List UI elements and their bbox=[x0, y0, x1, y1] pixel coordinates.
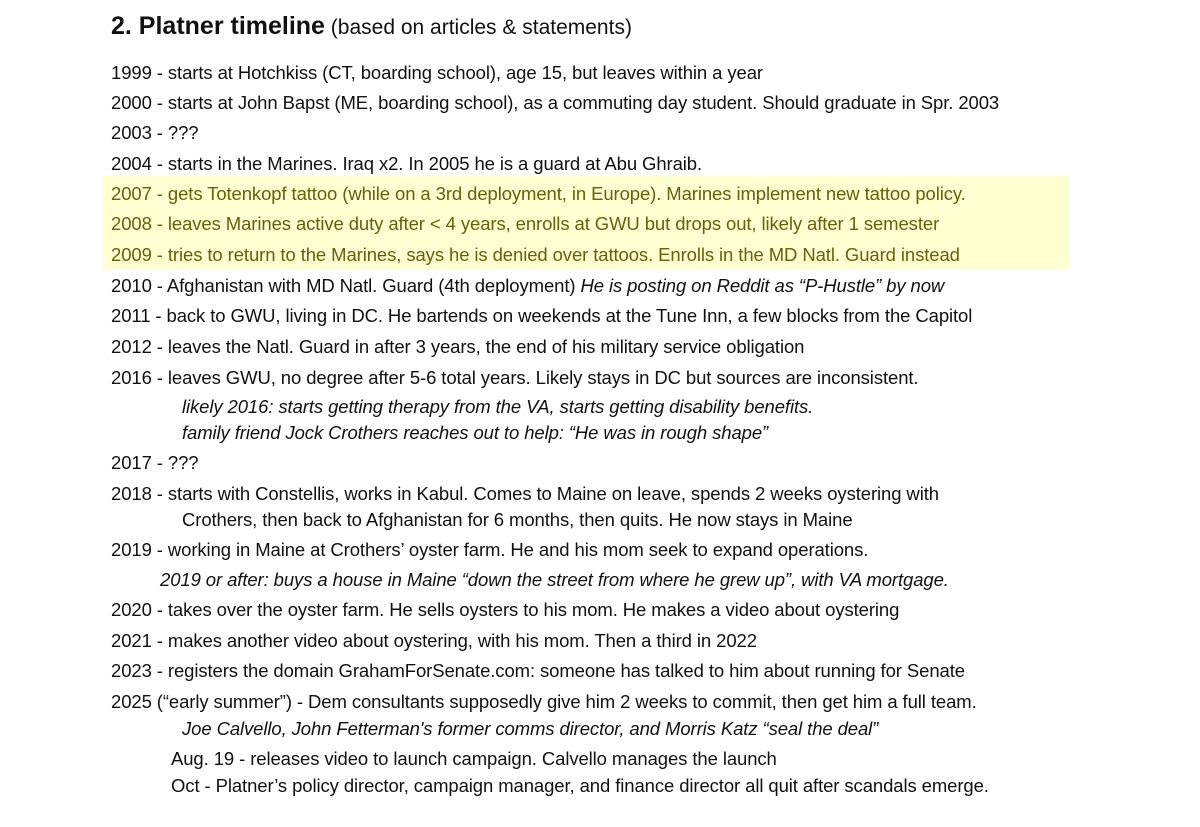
timeline-subentry-2025-oct: Oct - Platner’s policy director, campaign manager, and finance director all quit after scandals emerge. bbox=[171, 775, 989, 796]
timeline-entry-2016: 2016 - leaves GWU, no degree after 5-6 total years. Likely stays in DC but sources are inconsistent. bbox=[111, 367, 919, 388]
timeline-entry-2025: 2025 (“early summer”) - Dem consultants supposedly give him 2 weeks to commit, then get him a full team. bbox=[111, 691, 977, 712]
timeline-entry-2003: 2003 - ??? bbox=[111, 122, 199, 143]
timeline-entry-2018: 2018 - starts with Constellis, works in Kabul. Comes to Maine on leave, spends 2 weeks oystering with bbox=[111, 483, 939, 504]
timeline-entry-2010 bbox=[111, 271, 944, 301]
timeline-subentry-2019-house: 2019 or after: buys a house in Maine “down the street from where he grew up”, with VA mortgage. bbox=[160, 569, 949, 590]
title-main: 2. Platner timeline bbox=[111, 12, 325, 40]
timeline-entry-2023: 2023 - registers the domain GrahamForSenate.com: someone has talked to him about running for Senate bbox=[111, 660, 965, 681]
entry-2010-text: 2010 - Afghanistan with MD Natl. Guard (4th deployment) bbox=[111, 275, 581, 296]
page-title bbox=[111, 8, 632, 46]
timeline-entry-1999: 1999 - starts at Hotchkiss (CT, boarding school), age 15, but leaves within a year bbox=[111, 62, 763, 83]
timeline-entry-2011: 2011 - back to GWU, living in DC. He bartends on weekends at the Tune Inn, a few blocks from the Capitol bbox=[111, 305, 973, 326]
timeline-entry-2012: 2012 - leaves the Natl. Guard in after 3 years, the end of his military service obligation bbox=[111, 336, 805, 357]
timeline-entry-2007: 2007 - gets Totenkopf tattoo (while on a 3rd deployment, in Europe). Marines implement new tattoo policy. bbox=[111, 183, 966, 204]
timeline-entry-2008: 2008 - leaves Marines active duty after < 4 years, enrolls at GWU but drops out, likely after 1 semester bbox=[111, 213, 940, 234]
timeline-subentry-2025-team: Joe Calvello, John Fetterman's former comms director, and Morris Katz “seal the deal” bbox=[182, 718, 879, 739]
timeline-subentry-2025-aug: Aug. 19 - releases video to launch campaign. Calvello manages the launch bbox=[171, 748, 777, 769]
entry-2010-note: He is posting on Reddit as “P-Hustle” by now bbox=[580, 275, 945, 296]
timeline-entry-2020: 2020 - takes over the oyster farm. He sells oysters to his mom. He makes a video about oystering bbox=[111, 599, 900, 620]
timeline-entry-2019: 2019 - working in Maine at Crothers’ oyster farm. He and his mom seek to expand operations. bbox=[111, 539, 869, 560]
timeline-entry-2000: 2000 - starts at John Bapst (ME, boarding school), as a commuting day student. Should graduate in Spr. 2003 bbox=[111, 92, 1000, 113]
timeline-subentry-2016-therapy: likely 2016: starts getting therapy from the VA, starts getting disability benefits. bbox=[182, 396, 814, 417]
timeline-entry-2018-continued: Crothers, then back to Afghanistan for 6 months, then quits. He now stays in Maine bbox=[182, 509, 853, 530]
timeline-entry-2009: 2009 - tries to return to the Marines, says he is denied over tattoos. Enrolls in the MD Natl. Guard instead bbox=[111, 244, 960, 265]
timeline-entry-2021: 2021 - makes another video about oystering, with his mom. Then a third in 2022 bbox=[111, 630, 757, 651]
timeline-subentry-2016-friend: family friend Jock Crothers reaches out to help: “He was in rough shape” bbox=[182, 422, 769, 443]
timeline-entry-2004: 2004 - starts in the Marines. Iraq x2. In 2005 he is a guard at Abu Ghraib. bbox=[111, 153, 703, 174]
timeline-entry-2017: 2017 - ??? bbox=[111, 452, 199, 473]
title-subtitle: (based on articles & statements) bbox=[324, 16, 632, 39]
